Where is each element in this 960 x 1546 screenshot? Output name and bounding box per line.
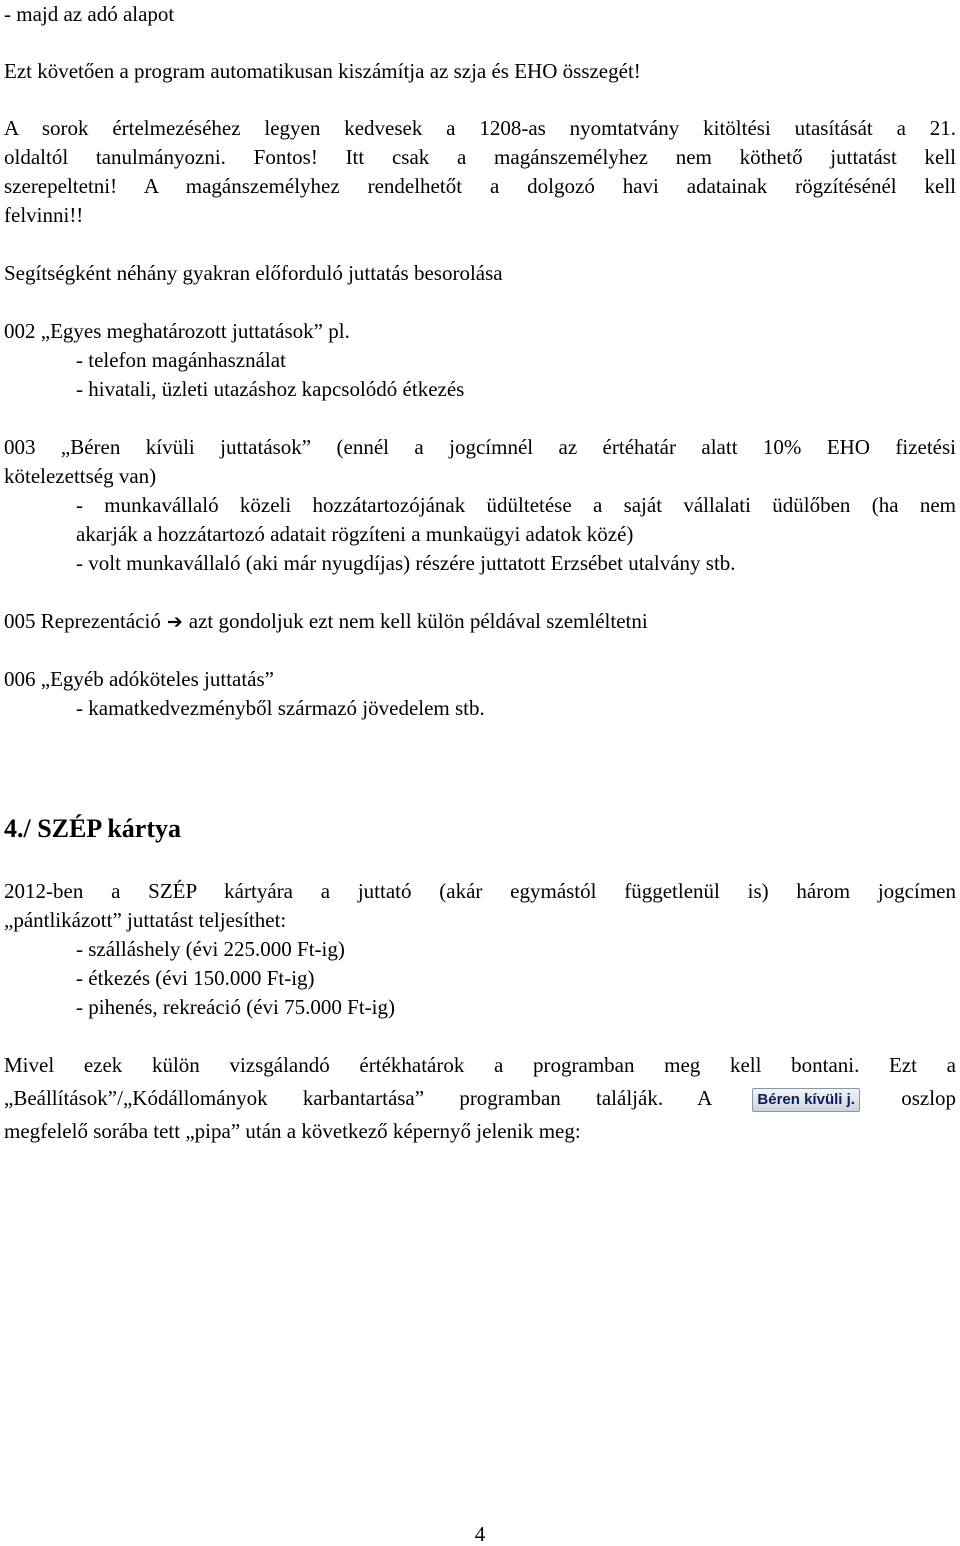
text-line: 006 „Egyéb adóköteles juttatás” xyxy=(4,667,274,691)
text-line: Segítségként néhány gyakran előforduló juttatás besorolása xyxy=(4,261,503,285)
text-line: - majd az adó alapot xyxy=(4,2,175,26)
right-arrow-icon: ➔ xyxy=(166,611,183,633)
list-item: - telefon magánhasználat xyxy=(76,348,286,372)
list-item: - volt munkavállaló (aki már nyugdíjas) részére juttatott Erzsébet utalvány stb. xyxy=(76,551,736,575)
text-line xyxy=(4,433,956,462)
list-item: - étkezés (évi 150.000 Ft-ig) xyxy=(76,966,315,990)
category-note: (ennél a jogcímnél az értéhatár alatt 10% EHO fizetési xyxy=(336,435,957,459)
text-line xyxy=(4,1084,956,1113)
list-item: - munkavállaló közeli hozzátartozójának üdültetése a saját vállalati üdülőben (ha nem xyxy=(76,493,956,517)
text-line: 2012-ben a SZÉP kártyára a juttató (akár egymástól függetlenül is) három jogcímen xyxy=(4,879,956,903)
list-item: - kamatkedvezményből származó jövedelem stb. xyxy=(76,696,485,720)
text-line: Mivel ezek külön vizsgálandó értékhatárok a programban meg kell bontani. Ezt a xyxy=(4,1053,956,1077)
text-line: kötelezettség van) xyxy=(4,464,157,488)
list-item: - szálláshely (évi 225.000 Ft-ig) xyxy=(76,937,345,961)
text-segment: „Beállítások”/„Kódállományok karbantartása” programban találják. A xyxy=(4,1086,712,1110)
text-segment: oszlop xyxy=(901,1086,957,1110)
text-line: felvinni!! xyxy=(4,203,84,227)
category-label: 003 „Béren kívüli juttatások” xyxy=(4,435,312,459)
list-item: - hivatali, üzleti utazáshoz kapcsolódó étkezés xyxy=(76,377,465,401)
text-line: szerepeltetni! A magánszemélyhez rendelhetőt a dolgozó havi adatainak rögzítésénél kell xyxy=(4,174,956,198)
text-line: oldaltól tanulmányozni. Fontos! Itt csak a magánszemélyhez nem köthető juttatást kell xyxy=(4,145,956,169)
text-line xyxy=(4,607,648,636)
text-line: 002 „Egyes meghatározott juttatások” pl. xyxy=(4,319,350,343)
list-item: - pihenés, rekreáció (évi 75.000 Ft-ig) xyxy=(76,995,395,1019)
beren-kivuli-column-button: Béren kívüli j. xyxy=(752,1088,860,1112)
text-line: megfelelő sorába tett „pipa” után a következő képernyő jelenik meg: xyxy=(4,1119,581,1143)
text-line: Ezt követően a program automatikusan kiszámítja az szja és EHO összegét! xyxy=(4,59,641,83)
section-heading: 4./ SZÉP kártya xyxy=(4,814,181,843)
text-line: „pántlikázott” juttatást teljesíthet: xyxy=(4,908,287,932)
category-label: 005 Reprezentáció xyxy=(4,609,161,633)
text-line: A sorok értelmezéséhez legyen kedvesek a 1208-as nyomtatvány kitöltési utasítását a 21. xyxy=(4,116,956,140)
list-item: akarják a hozzátartozó adatait rögzíteni a munkaügyi adatok közé) xyxy=(76,522,634,546)
page-number: 4 xyxy=(474,1522,486,1546)
category-note: azt gondoljuk ezt nem kell külön példával szemléltetni xyxy=(188,609,648,633)
